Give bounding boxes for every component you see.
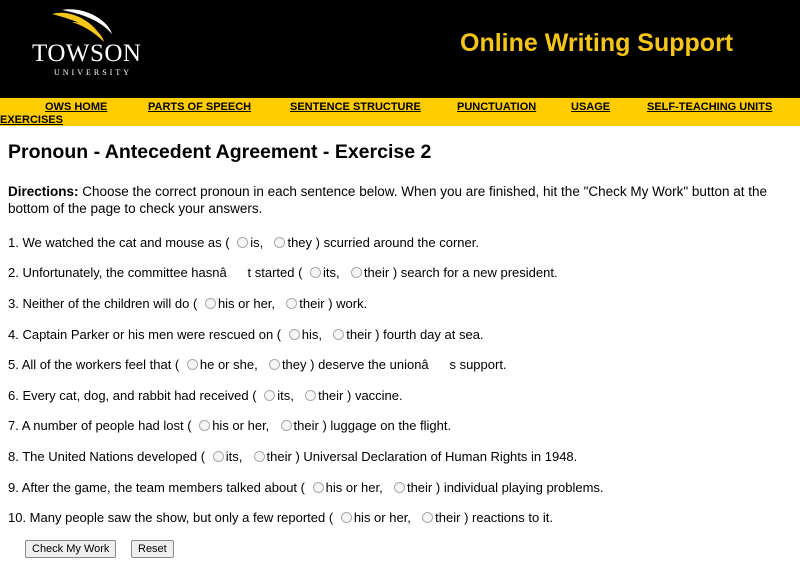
nav-usage[interactable]: USAGE	[571, 101, 611, 113]
nav-punctuation[interactable]: PUNCTUATION	[457, 101, 537, 113]
question-10	[8, 510, 553, 525]
q8-option-1-radio[interactable]	[213, 451, 224, 462]
question-text: ) luggage on the flight.	[322, 418, 452, 433]
question-text: 2. Unfortunately, the committee hasnât started (	[8, 265, 303, 280]
reset-button[interactable]: Reset	[131, 540, 174, 558]
site-title: Online Writing Support	[460, 29, 734, 57]
page-title: Pronoun - Antecedent Agreement - Exercise 2	[8, 141, 432, 163]
q10-option-2-radio[interactable]	[422, 512, 433, 523]
main-nav	[0, 98, 800, 126]
q3-option-2-radio[interactable]	[286, 298, 297, 309]
option-label: their	[363, 265, 390, 280]
q6-option-2-radio[interactable]	[305, 390, 316, 401]
option-label: they	[287, 235, 313, 250]
question-text: ) fourth day at sea.	[375, 327, 484, 342]
question-text: 1. We watched the cat and mouse as (	[8, 235, 230, 250]
q4-option-2-radio[interactable]	[333, 329, 344, 340]
question-9	[8, 480, 604, 495]
option-label: his or her,	[325, 480, 383, 495]
q6-option-1-radio[interactable]	[264, 390, 275, 401]
question-8	[8, 449, 577, 464]
logo-name: TOWSON	[32, 40, 142, 67]
q8-option-2-radio[interactable]	[254, 451, 265, 462]
option-label: his or her,	[212, 418, 270, 433]
option-label: its,	[277, 388, 294, 403]
q10-option-1-radio[interactable]	[341, 512, 352, 523]
q4-option-1-radio[interactable]	[289, 329, 300, 340]
question-text: 3. Neither of the children will do (	[8, 296, 198, 311]
question-text: 10. Many people saw the show, but only a few reported (	[8, 510, 334, 525]
question-5	[8, 357, 507, 374]
option-label: they	[281, 357, 307, 372]
option-label: their	[293, 418, 319, 433]
option-label: their	[406, 480, 433, 495]
question-text: ) reactions to it.	[464, 510, 553, 525]
q5-option-1-radio[interactable]	[187, 359, 198, 370]
question-text: ) scurried around the corner.	[315, 235, 479, 250]
question-text: 7. A number of people had lost (	[8, 418, 192, 433]
question-2	[8, 265, 558, 282]
question-text: 5. All of the workers feel that (	[8, 357, 180, 372]
question-1	[8, 235, 479, 250]
q7-option-1-radio[interactable]	[199, 420, 210, 431]
question-text: ) vaccine.	[347, 388, 403, 403]
question-text: 9. After the game, the team members talked about (	[8, 480, 305, 495]
nav-sentence-structure[interactable]: SENTENCE STRUCTURE	[290, 101, 421, 113]
question-7	[8, 418, 451, 433]
q3-option-1-radio[interactable]	[205, 298, 216, 309]
question-4	[8, 327, 484, 342]
q7-option-2-radio[interactable]	[281, 420, 292, 431]
question-text: 4. Captain Parker or his men were rescued on (	[8, 327, 282, 342]
option-label: their	[299, 296, 325, 311]
question-text: ) deserve the unionâs support.	[310, 357, 507, 372]
question-text: ) search for a new president.	[392, 265, 558, 280]
q2-option-1-radio[interactable]	[310, 267, 321, 278]
option-label: its,	[323, 265, 340, 280]
question-6	[8, 388, 403, 403]
q5-option-2-radio[interactable]	[269, 359, 280, 370]
directions	[8, 183, 792, 217]
question-text: 6. Every cat, dog, and rabbit had received (	[8, 388, 257, 403]
question-text: ) Universal Declaration of Human Rights in 1948.	[295, 449, 578, 464]
site-header	[0, 0, 800, 98]
question-text: 8. The United Nations developed (	[8, 449, 206, 464]
nav-ows-home[interactable]: OWS HOME	[45, 101, 108, 113]
q9-option-1-radio[interactable]	[313, 482, 324, 493]
q2-option-2-radio[interactable]	[351, 267, 362, 278]
option-label: his,	[301, 327, 322, 342]
q1-option-2-radio[interactable]	[274, 237, 285, 248]
question-text: ) work.	[328, 296, 368, 311]
nav-exercises[interactable]: EXERCISES	[0, 114, 63, 126]
q9-option-2-radio[interactable]	[394, 482, 405, 493]
q1-option-1-radio[interactable]	[237, 237, 248, 248]
option-label: is,	[250, 235, 264, 250]
option-label: their	[318, 388, 344, 403]
directions-text: Choose the correct pronoun in each sentence below. When you are finished, hit the "Check My Work" button at the bottom of the page to check your answers.	[8, 184, 767, 216]
check-my-work-button[interactable]: Check My Work	[25, 540, 116, 558]
nav-parts-of-speech[interactable]: PARTS OF SPEECH	[148, 101, 252, 113]
logo-subtitle: UNIVERSITY	[54, 68, 132, 77]
option-label: his or her,	[353, 510, 411, 525]
option-label: their	[346, 327, 372, 342]
nav-self-teaching-units[interactable]: SELF-TEACHING UNITS	[647, 101, 773, 113]
option-label: he or she,	[199, 357, 258, 372]
option-label: his or her,	[217, 296, 276, 311]
option-label: their	[266, 449, 292, 464]
directions-label: Directions:	[8, 184, 79, 199]
question-text: ) individual playing problems.	[435, 480, 604, 495]
option-label: their	[435, 510, 461, 525]
option-label: its,	[225, 449, 243, 464]
question-3	[8, 296, 367, 311]
